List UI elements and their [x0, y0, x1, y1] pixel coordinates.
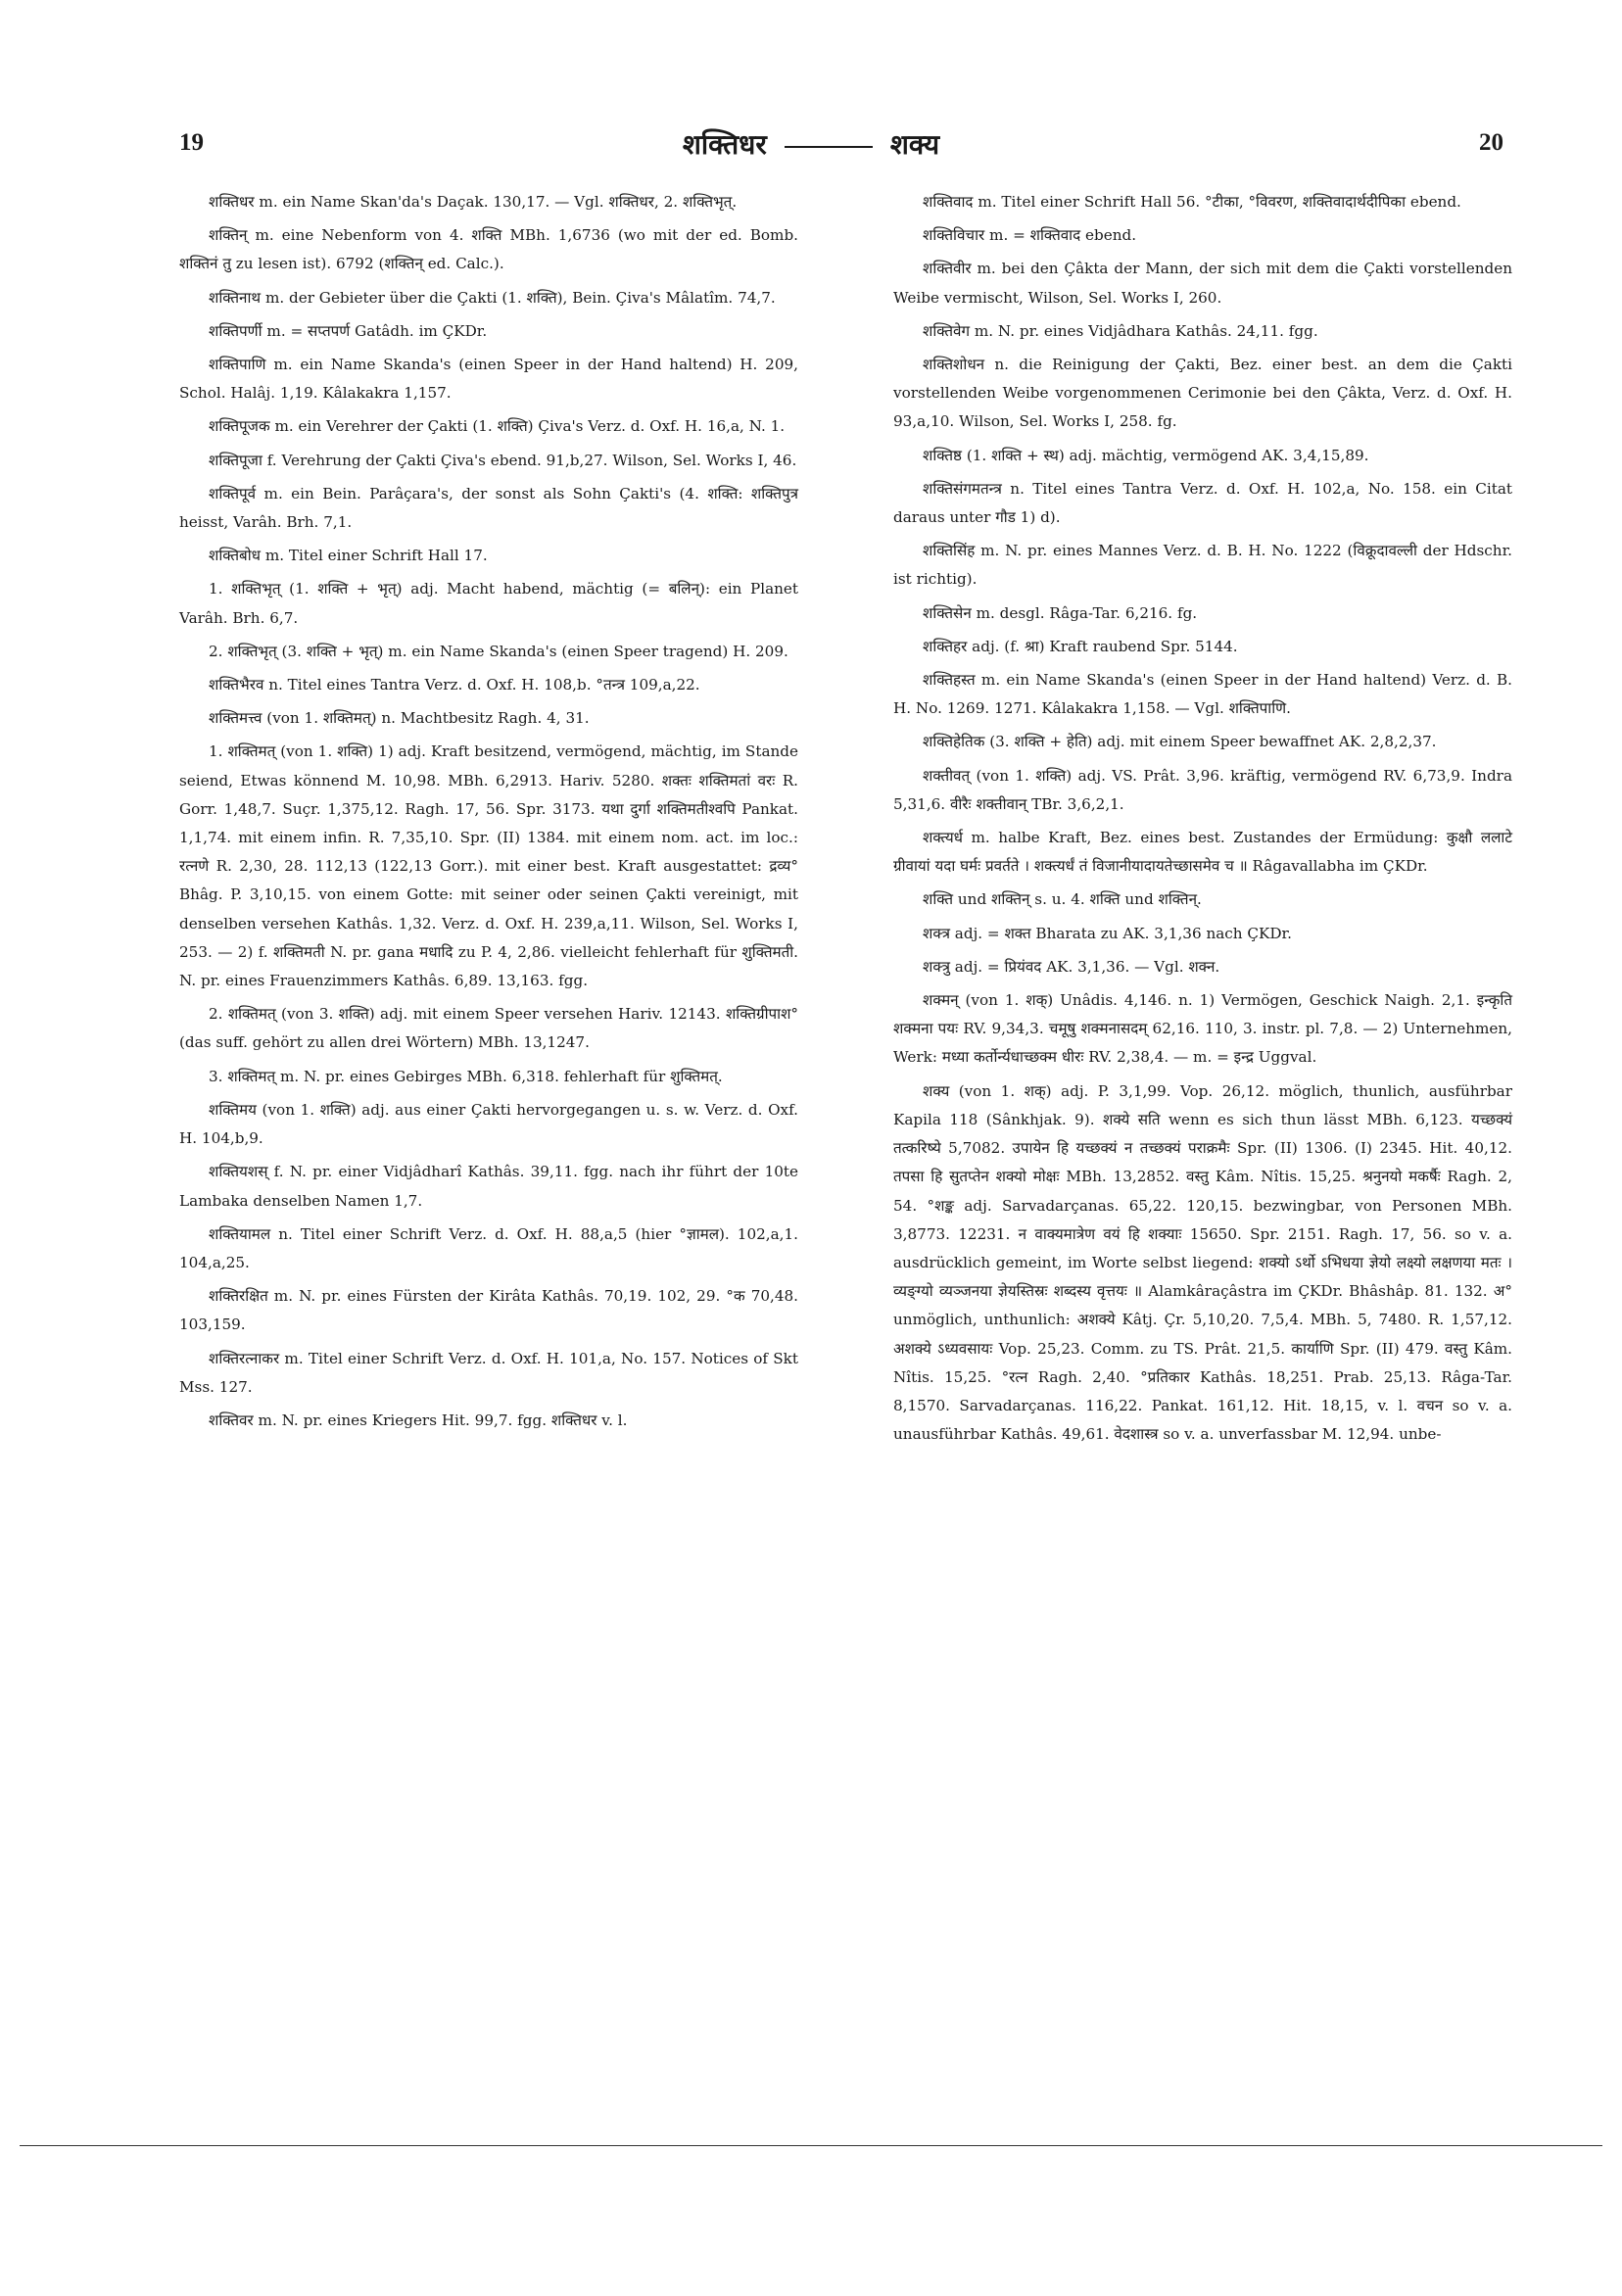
entry: शक्तिष्ठ (1. शक्ति + स्थ) adj. mächtig, vermögend AK. 3,4,15,89. — [923, 446, 1369, 464]
entry: 2. शक्तिभृत् (3. शक्ति + भृत्) m. ein Name Skanda's (einen Speer tragend) H. 209. — [209, 642, 788, 660]
entry: 1. शक्तिभृत् (1. शक्ति + भृत्) adj. Macht habend, mächtig (= बलिन्): ein Planet Varâh. Brh. 6,7. — [179, 580, 798, 627]
entry: शक्तिपूजा f. Verehrung der Çakti Çiva's ebend. 91,b,27. Wilson, Sel. Works I, 46. — [209, 451, 797, 469]
entry: शक्त्यर्ध m. halbe Kraft, Bez. eines best. Zustandes der Ermüdung: कुक्षौ ललाटे ग्रीवायां यदा घर्मः प्रवर्तते । शक्त्यर्धं तं विजानीयादायतेच्छासमेव च ॥ Râgavallabha im ÇKDr. — [893, 829, 1512, 876]
head-dash — [785, 146, 873, 148]
entry: शक्तिमत्त्व (von 1. शक्तिमत्) n. Machtbesitz Ragh. 4, 31. — [209, 709, 590, 728]
entry: शक्तिवीर m. bei den Çâkta der Mann, der sich mit dem die Çakti vorstellenden Weibe vermischt, Wilson, Sel. Works I, 260. — [893, 260, 1512, 307]
entry: शक्तिसंगमतन्त्र n. Titel eines Tantra Verz. d. Oxf. H. 102,a, No. 158. ein Citat daraus unter गौड 1) d). — [893, 479, 1512, 527]
right-column — [893, 188, 1512, 1454]
entry: शक्तिपर्णी m. = सप्तपर्ण Gatâdh. im ÇKDr. — [209, 321, 488, 340]
entry: शक्तिन् m. eine Nebenform von 4. शक्ति MBh. 1,6736 (wo mit der ed. Bomb. शक्तिनं तु zu lesen ist). 6792 (शक्तिन् ed. Calc.). — [179, 226, 798, 273]
headword-first: शक्तिधर — [682, 128, 767, 161]
entry: शक्तिमय (von 1. शक्ति) adj. aus einer Çakti hervorgegangen u. s. w. Verz. d. Oxf. H. 104,b,9. — [179, 1100, 798, 1148]
entry: शक्ति und शक्तिन् s. u. 4. शक्ति und शक्तिन्. — [923, 890, 1202, 909]
entry: शक्तिरक्षित m. N. pr. eines Fürsten der Kirâta Kathâs. 70,19. 102, 29. °क 70,48. 103,159. — [179, 1287, 798, 1334]
entry: शक्तिसिंह m. N. pr. eines Mannes Verz. d. B. H. No. 1222 (विक्रूदावल्ली der Hdschr. ist richtig). — [893, 542, 1512, 589]
entry: शक्य (von 1. शक्) adj. P. 3,1,99. Vop. 26,12. möglich, thunlich, ausführbar Kapila 118 (Sânkhjak. 9). शक्ये सति wenn es sich thun lässt MBh. 6,123. यच्छक्यं तत्करिष्ये 5,7082. उपायेन हि यच्छक्यं न तच्छक्यं पराक्रमैः Spr. (II) 1306. (I) 2345. Hit. 40,12. तपसा हि सुतप्तेन शक्यो मोक्षः MBh. 13,2852. वस्तु Kâm. Nîtis. 15,25. श्रनुनयो मकर्षैः Ragh. 2, 54. °शङ्क adj. Sarvadarçanas. 65,22. 120,15. bezwingbar, von Personen MBh. 3,8773. 12231. न वाक्यमात्रेण वयं हि शक्याः 15650. Spr. 2151. Ragh. 17, 56. so v. a. ausdrücklich gemeint, im Worte selbst liegend: शक्यो ऽर्थो ऽभिधया ज्ञेयो लक्ष्यो लक्षणया मतः । व्यङ्ग्यो व्यञ्जनया ज्ञेयस्तिस्रः शब्दस्य वृत्तयः ॥ Alamkâraçâstra im ÇKDr. Bhâshâp. 81. 132. अ° unmöglich, unthunlich: अशक्ये Kâtj. Çr. 5,10,20. 7,5,4. MBh. 5, 7480. R. 1,57,12. अशक्ये ऽध्यवसायः Vop. 25,23. Comm. zu TS. Prât. 21,5. कार्याणि Spr. (II) 479. वस्तु Kâm. Nîtis. 15,25. °रत्न Ragh. 2,40. °प्रतिकार Kathâs. 18,251. Prab. 25,13. Râga-Tar. 8,1570. Sarvadarçanas. 116,22. Pankat. 161,12. Hit. 18,15, v. l. वचन so v. a. unausführbar Kathâs. 49,61. वेदशास्त्र so v. a. unverfassbar M. 12,94. unbe- — [893, 1081, 1512, 1444]
entry: शक्तीवत् (von 1. शक्ति) adj. VS. Prât. 3,96. kräftig, vermögend RV. 6,73,9. Indra 5,31,6. वीरैः शक्तीवान् TBr. 3,6,2,1. — [893, 766, 1512, 813]
entry: शक्मन् (von 1. शक्) Unâdis. 4,146. n. 1) Vermögen, Geschick Naigh. 2,1. इन्कृति शक्मना पयः RV. 9,34,3. चमूषु शक्मनासदम् 62,16. 110, 3. instr. pl. 7,8. — 2) Unternehmen, Werk: मध्या कर्तोर्न्यधाच्छक्म धीरः RV. 2,38,4. — m. = इन्द्र Uggval. — [893, 991, 1512, 1067]
entry: शक्तियशस् f. N. pr. einer Vidjâdharî Kathâs. 39,11. fgg. nach ihr führt der 10te Lambaka denselben Namen 1,7. — [179, 1163, 798, 1210]
left-column — [179, 188, 798, 1440]
entry: शक्तिवेग m. N. pr. eines Vidjâdhara Kathâs. 24,11. fgg. — [923, 321, 1318, 340]
page-number-left: 19 — [179, 129, 204, 156]
entry: शक्त्र adj. = शक्त Bharata zu AK. 3,1,36 nach ÇKDr. — [923, 924, 1292, 942]
entry: शक्तिविचार m. = शक्तिवाद ebend. — [923, 226, 1137, 245]
page-number-right: 20 — [1479, 129, 1503, 156]
headword-last: शक्य — [889, 128, 940, 161]
entry: शक्तिवाद m. Titel einer Schrift Hall 56. °टीका, °विवरण, शक्तिवादार्थदीपिका ebend. — [923, 193, 1461, 211]
entry: शक्तिहर adj. (f. श्रा) Kraft raubend Spr. 5144. — [923, 637, 1238, 655]
entry: शक्तिवर m. N. pr. eines Kriegers Hit. 99,7. fgg. शक्तिधर v. l. — [209, 1411, 628, 1429]
bottom-rule — [20, 2145, 1602, 2146]
entry: शक्त्रु adj. = प्रियंवद AK. 3,1,36. — Vgl. शक्न. — [923, 957, 1220, 976]
entry: शक्तिशोधन n. die Reinigung der Çakti, Bez. einer best. an dem die Çakti vorstellenden Weibe vorgenommenen Cerimonie bei den Çâkta, Verz. d. Oxf. H. 93,a,10. Wilson, Sel. Works I, 258. fg. — [893, 356, 1512, 431]
entry: शक्तिभैरव n. Titel eines Tantra Verz. d. Oxf. H. 108,b. °तन्त्र 109,a,22. — [209, 676, 700, 694]
entry: शक्तिहेतिक (3. शक्ति + हेति) adj. mit einem Speer bewaffnet AK. 2,8,2,37. — [923, 733, 1437, 751]
entry: 1. शक्तिमत् (von 1. शक्ति) 1) adj. Kraft besitzend, vermögend, mächtig, im Stande seiend, Etwas könnend M. 10,98. MBh. 6,2913. Hariv. 5280. शक्तः शक्तिमतां वरः R. Gorr. 1,48,7. Suçr. 1,375,12. Ragh. 17, 56. Spr. 3173. यथा दुर्गा शक्तिमतीश्वपि Pankat. 1,1,74. mit einem infin. R. 7,35,10. Spr. (II) 1384. mit einem nom. act. im loc.: रत्नणे R. 2,30, 28. 112,13 (122,13 Gorr.). mit einer best. Kraft ausgestattet: द्रव्य° Bhâg. P. 3,10,15. von einem Gotte: mit seiner oder seinen Çakti vereinigt, mit denselben versehen Kathâs. 1,32. Verz. d. Oxf. H. 239,a,11. Wilson, Sel. Works I, 253. — 2) f. शक्तिमती N. pr. gana मधादि zu P. 4, 2,86. vielleicht fehlerhaft für शुक्तिमती. N. pr. eines Frauenzimmers Kathâs. 6,89. 13,163. fgg. — [179, 742, 798, 990]
entry: शक्तिहस्त m. ein Name Skanda's (einen Speer in der Hand haltend) Verz. d. B. H. No. 1269. 1271. Kâlakakra 1,158. — Vgl. शक्तिपाणि. — [893, 671, 1512, 718]
entry: शक्तियामल n. Titel einer Schrift Verz. d. Oxf. H. 88,a,5 (hier °ज्ञामल). 102,a,1. 104,a,25. — [179, 1224, 798, 1271]
entry: शक्तिबोध m. Titel einer Schrift Hall 17. — [209, 547, 488, 565]
entry: शक्तिपूजक m. ein Verehrer der Çakti (1. शक्ति) Çiva's Verz. d. Oxf. H. 16,a, N. 1. — [209, 417, 786, 436]
entry: शक्तिरत्नाकर m. Titel einer Schrift Verz. d. Oxf. H. 101,a, No. 157. Notices of Skt Mss. 127. — [179, 1349, 798, 1396]
entry: शक्तिनाथ m. der Gebieter über die Çakti (1. शक्ति), Bein. Çiva's Mâlatîm. 74,7. — [209, 288, 776, 307]
entry: 3. शक्तिमत् m. N. pr. eines Gebirges MBh. 6,318. fehlerhaft für शुक्तिमत्. — [209, 1067, 723, 1085]
entry: 2. शक्तिमत् (von 3. शक्ति) adj. mit einem Speer versehen Hariv. 12143. शक्तिग्रीपाश° (das suff. gehört zu allen drei Wörtern) MBh. 13,1247. — [179, 1005, 798, 1052]
entry: शक्तिपाणि m. ein Name Skanda's (einen Speer in der Hand haltend) H. 209, Schol. Halâj. 1,19. Kâlakakra 1,157. — [179, 356, 798, 403]
entry: शक्तिपूर्व m. ein Bein. Parâçara's, der sonst als Sohn Çakti's (4. शक्ति: शक्तिपुत्र heisst, Varâh. Brh. 7,1. — [179, 484, 798, 532]
entry: शक्तिधर m. ein Name Skan'da's Daçak. 130,17. — Vgl. शक्तिधर, 2. शक्तिभृत्. — [209, 193, 738, 211]
running-head — [0, 125, 1622, 163]
entry: शक्तिसेन m. desgl. Râga-Tar. 6,216. fg. — [923, 603, 1198, 622]
